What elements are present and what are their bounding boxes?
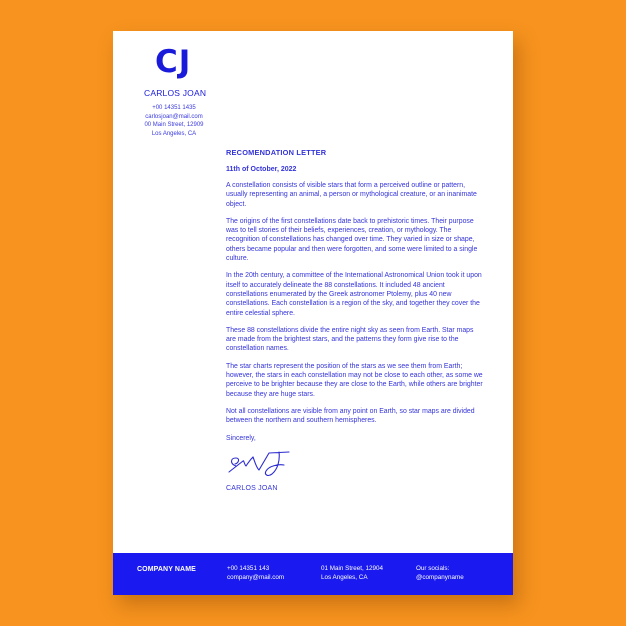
monogram-logo: CJ xyxy=(155,44,192,80)
footer-phone: +00 14351 143 xyxy=(227,565,270,572)
signer-name: CARLOS JOAN xyxy=(226,484,278,492)
footer-socials xyxy=(416,565,464,582)
sender-contact-block xyxy=(135,104,213,138)
letter-closing: Sincerely, xyxy=(226,434,256,442)
footer-bar xyxy=(113,553,513,595)
letter-paragraph: The star charts represent the position of the stars as we see them from Earth; however, the stars in each constellation may not be close to each other, as some we perceive to be brighter because they are close to the Earth, while others are brighter because they are huge stars. xyxy=(226,362,483,398)
footer-email: company@mail.com xyxy=(227,573,285,581)
letter-paragraph: A constellation consists of visible stars that form a perceived outline or pattern, usually representing an animal, a person or mythological creature, or an inanimate object. xyxy=(226,182,477,208)
letterhead-page xyxy=(113,31,513,595)
sender-name: CARLOS JOAN xyxy=(144,88,207,98)
letter-paragraph: These 88 constellations divide the entire night sky as seen from Earth. Star maps are made from the brightest stars, and the patterns they form give rise to the constellation names. xyxy=(226,326,474,353)
letter-body xyxy=(226,148,484,492)
footer-address-line: 01 Main Street, 12904 xyxy=(321,565,383,572)
sender-phone: +00 14351 1435 xyxy=(152,105,196,111)
footer-socials-label: Our socials: xyxy=(416,565,450,572)
letter-paragraph: The origins of the first constellations date back to prehistoric times. Their purpose was to tell stories of their beliefs, experiences, creation, or mythology. The recognition of constellations has changed over time. They varied in size or shape, others became popular and then were forgotten, and some were limited to a single culture. xyxy=(226,217,478,263)
letter-paragraph: In the 20th century, a committee of the International Astronomical Union took it upon itself to accurately delineate the 88 constellations. It included 48 ancient constellations enumerated by the Greek astronomer Ptolemy, plus 40 new constellations. Each constellation is a region of the sky, and together they cover the entire celestial sphere. xyxy=(226,272,482,317)
sender-city: Los Angeles, CA xyxy=(151,130,197,137)
footer-socials-handle: @companyname xyxy=(416,573,464,581)
handwritten-signature xyxy=(226,448,296,478)
footer-address xyxy=(321,565,383,582)
letter-title: RECOMENDATION LETTER xyxy=(226,148,327,157)
footer-company-name: COMPANY NAME xyxy=(137,566,196,573)
footer-contact xyxy=(227,565,284,582)
letter-paragraph: Not all constellations are visible from any point on Earth, so star maps are divided between the northern and southern hemispheres. xyxy=(226,407,475,425)
sender-street: 00 Main Street, 12909 xyxy=(144,122,204,128)
footer-address-line: Los Angeles, CA xyxy=(321,573,368,581)
letter-date: 11th of October, 2022 xyxy=(226,166,297,173)
sender-email: carlosjoan@mail.com xyxy=(145,113,203,120)
